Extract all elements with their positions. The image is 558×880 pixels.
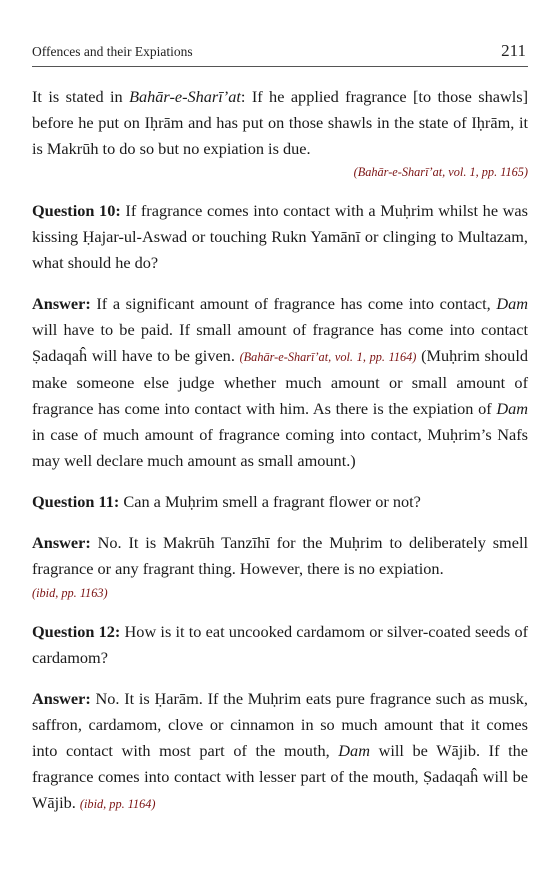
answer-label: Answer: xyxy=(32,294,91,313)
page-number: 211 xyxy=(501,41,526,60)
text-run: : If he applied fragrance [to those shawls] before he put on Iḥrām and has put on those shawls in the state of Iḥrām, it is Makrūh to do so but no expiation is due. xyxy=(32,87,529,158)
question-text: If fragrance comes into contact with a Muḥrim whilst he was kissing Ḥajar-ul-Aswad or touching Rukn Yamānī or clinging to Multazam, what should he do? xyxy=(32,201,528,272)
answer-11 xyxy=(32,530,528,604)
answer-text: No. It is Makrūh Tanzīhī for the Muḥrim to deliberately smell fragrance or any fragrant thing. However, there is no expiation. xyxy=(32,533,528,578)
book-title: Bahār-e-Sharī’at xyxy=(129,87,241,106)
text-run: (Muḥrim should make someone else judge whether much amount or small amount of fragrance has come into contact with him. As there is the expiation of xyxy=(32,346,528,418)
question-10 xyxy=(32,198,528,276)
running-header xyxy=(32,40,528,67)
text-run: will have to be paid. If small amount of fragrance has come into contact Ṣadaqaĥ will have to be given. xyxy=(32,320,528,365)
term: Dam xyxy=(338,741,370,760)
citation: (Bahār-e-Sharī’at, vol. 1, pp. 1165) xyxy=(353,165,528,179)
question-label: Question 11: xyxy=(32,492,120,511)
text-run: in case of much amount of fragrance coming into contact, Muḥrim’s Nafs may well declare much amount as small amount.) xyxy=(32,425,528,470)
text-run: will be Wājib. If the fragrance comes into contact with lesser part of the mouth, Ṣadaqaĥ will be Wājib. xyxy=(32,741,529,812)
citation: (ibid, pp. 1164) xyxy=(79,797,156,811)
answer-label: Answer: xyxy=(32,689,91,708)
header-title: Offences and their Expiations xyxy=(32,44,193,59)
text-run: It is stated in xyxy=(32,87,130,106)
answer-10 xyxy=(32,291,528,474)
answer-12 xyxy=(32,686,528,817)
citation: (Bahār-e-Sharī’at, vol. 1, pp. 1164) xyxy=(239,350,417,364)
question-12 xyxy=(32,619,528,671)
question-text: How is it to eat uncooked cardamom or silver-coated seeds of cardamom? xyxy=(32,622,529,667)
text-run: No. It is Ḥarām. If the Muḥrim eats pure fragrance such as musk, saffron, cardamom, clove or cinnamon in so much amount that it comes into contact with most part of the mouth, xyxy=(32,689,528,760)
question-11 xyxy=(32,489,528,515)
page-body xyxy=(32,84,528,832)
citation: (ibid, pp. 1163) xyxy=(32,586,108,600)
term: Dam xyxy=(496,399,528,418)
question-label: Question 12: xyxy=(32,622,121,641)
text-run: If a significant amount of fragrance has come into contact, xyxy=(90,294,497,313)
question-text: Can a Muḥrim smell a fragrant flower or not? xyxy=(119,492,421,511)
paragraph-intro xyxy=(32,84,528,162)
answer-label: Answer: xyxy=(32,533,91,552)
question-label: Question 10: xyxy=(32,201,121,220)
term: Dam xyxy=(496,294,528,313)
